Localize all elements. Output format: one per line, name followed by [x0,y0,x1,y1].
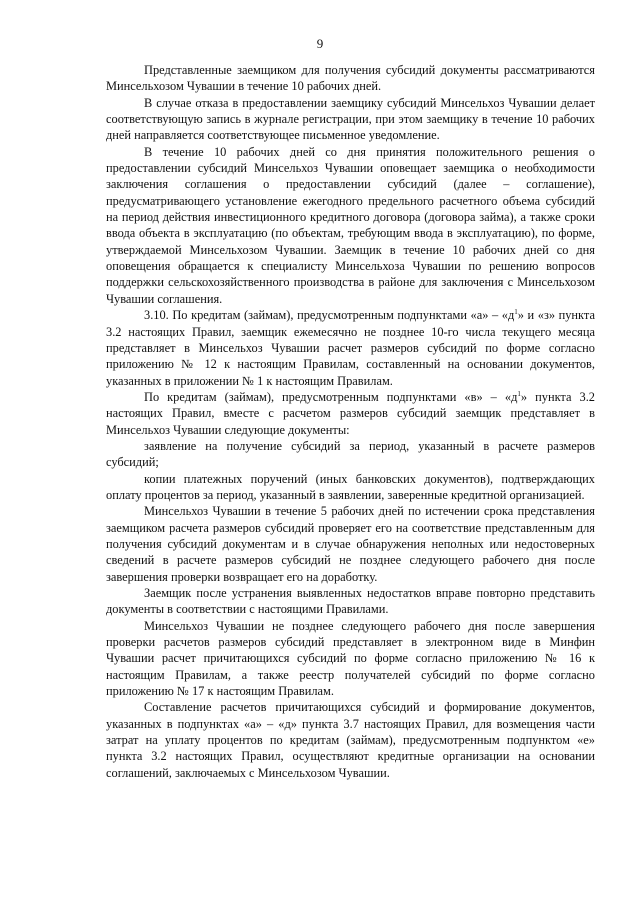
paragraph: заявление на получение субсидий за период, указанный в расчете размеров субсидий; [106,438,595,470]
paragraph [106,389,595,438]
paragraph: Составление расчетов причитающихся субсидий и формирование документов, указанных в подпунктах «а» – «д» пункта 3.7 настоящих Правил, для возмещения части затрат на уплату процентов по кредитам (займам), предусмотренным подпунктом «е» пункта 3.2 настоящих Правил, осуществляют кредитные организации на основании соглашений, заключаемых с Минсельхозом Чувашии. [106,700,595,780]
paragraph-text: » пункта 3.2 настоящих Правил, вместе с расчетом размеров субсидий заемщик представляет в Минсельхоз Чувашии следующие документы: [106,389,595,437]
paragraph: Минсельхоз Чувашии в течение 5 рабочих дней по истечении срока представления заемщиком расчета размеров субсидий проверяет его на соответствие представленным для получения субсидий документам и в случае обнаружения неполных или недостоверных сведений в расчете размеров субсидий не позднее следующего рабочего дня после завершения проверки возвращает его на доработку. [106,504,595,584]
paragraph: Заемщик после устранения выявленных недостатков вправе повторно представить документы в соответствии с настоящими Правилами. [106,586,595,617]
superscript: 1 [514,308,518,317]
paragraph: В случае отказа в предоставлении заемщику субсидий Минсельхоз Чувашии делает соответствующую запись в журнале регистрации, при этом заемщику в течение 10 рабочих дней направляется соответствующее письменное уведомление. [106,95,595,143]
paragraph-section-3-10 [106,307,595,389]
superscript: 1 [517,389,521,398]
paragraph: Минсельхоз Чувашии не позднее следующего рабочего дня после завершения проверки расчетов размеров субсидий представляет в электронном виде в Минфин Чувашии расчет причитающихся субсидий по форме согласно приложению № 16 к настоящим Правилам, а также реестр получателей субсидий по форме согласно приложению № 17 к настоящим Правилам. [106,618,595,699]
page-number: 9 [316,36,324,51]
paragraph-text: » и «з» пункта 3.2 настоящих Правил, заемщик ежемесячно не позднее 10-го числа текущего месяца представляет в Минсельхоз Чувашии расчет размеров субсидий по форме согласно приложению № 12 к настоящим Правилам, составленный на основании документов, указанных в приложении № 1 к настоящим Правилам. [106,308,595,388]
paragraph: В течение 10 рабочих дней со дня принятия положительного решения о предоставлении субсидий Минсельхоз Чувашии оповещает заемщика о необходимости заключения соглашения о предоставлении субсидий (далее – соглашение), предусматривающего установление ежегодного предельного расчетного объема субсидий на период действия инвестиционного кредитного договора (договора займа), а также сроки ввода объекта в эксплуатацию (по объектам, требующим ввода в эксплуатацию), по форме, утверждаемой Минсельхозом Чувашии. Заемщик в течение 10 рабочих дней со дня оповещения обращается к специалисту Минсельхоза Чувашии по решению вопросов поддержки сельскохозяйственного производства в районе для заключения с Минсельхозом Чувашии соглашения. [106,144,595,306]
paragraph: копии платежных поручений (иных банковских документов), подтверждающих оплату процентов за период, указанный в заявлении, заверенные кредитной организацией. [106,471,595,502]
paragraph-text: По кредитам (займам), предусмотренным подпунктами «в» – «д [144,389,518,404]
paragraph: Представленные заемщиком для получения субсидий документы рассматриваются Минсельхозом Чувашии в течение 10 рабочих дней. [106,63,595,94]
document-body [106,62,595,781]
paragraph-text: 3.10. По кредитам (займам), предусмотренным подпунктами «а» – «д [144,308,515,323]
